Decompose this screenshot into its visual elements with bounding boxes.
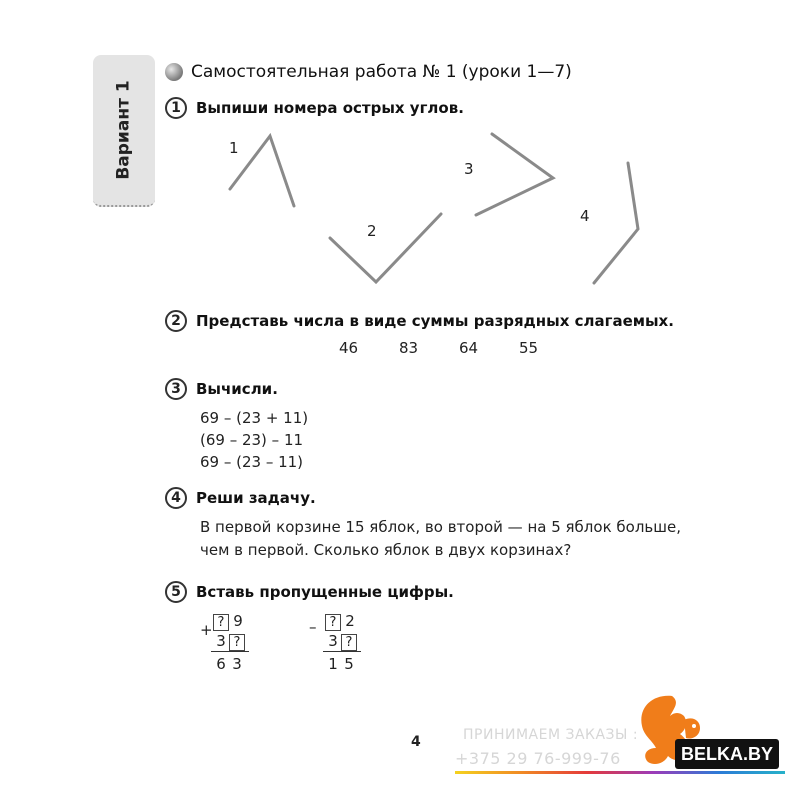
angle-2 — [330, 214, 441, 282]
number-item: 83 — [399, 339, 419, 357]
task-5-text: Вставь пропущенные цифры. — [196, 583, 454, 601]
task-1-number: 1 — [165, 97, 187, 119]
subtraction-row-1 — [325, 612, 358, 631]
addition-row-2 — [213, 632, 246, 651]
task-5-header — [165, 580, 454, 604]
subtraction-row-2 — [325, 632, 358, 651]
expression-2: (69 – 23) – 11 — [200, 431, 304, 449]
angle-label-4: 4 — [580, 207, 590, 225]
addition-result — [213, 655, 245, 673]
number-item: 46 — [339, 339, 359, 357]
missing-digit-box[interactable]: ? — [325, 614, 341, 631]
missing-digit-box[interactable]: ? — [341, 634, 357, 651]
subtraction-result — [325, 655, 357, 673]
digit: 9 — [233, 612, 243, 630]
task-3-number: 3 — [165, 378, 187, 400]
digit: 3 — [328, 632, 338, 650]
page-number: 4 — [411, 734, 421, 750]
task-3-header — [165, 377, 278, 401]
task-4-text: Реши задачу. — [196, 489, 316, 507]
problem-line-2: чем в первой. Сколько яблок в двух корзинах? — [200, 541, 572, 559]
plus-sign: + — [200, 621, 213, 639]
task-4-header — [165, 486, 316, 510]
minus-sign: – — [309, 618, 317, 636]
digit: 3 — [232, 655, 242, 673]
task-4-number: 4 — [165, 487, 187, 509]
addition-row-1 — [213, 612, 246, 631]
problem-line-1: В первой корзине 15 яблок, во второй — на 5 яблок больше, — [200, 518, 681, 536]
missing-digit-box[interactable]: ? — [213, 614, 229, 631]
task-3-text: Вычисли. — [196, 380, 278, 398]
order-phone: +375 29 76-999-76 — [455, 749, 621, 768]
logo-text: BELKA.BY — [680, 743, 773, 764]
digit: 3 — [216, 632, 226, 650]
task-1-text: Выпиши номера острых углов. — [196, 99, 464, 117]
missing-digit-box[interactable]: ? — [229, 634, 245, 651]
work-title-text: Самостоятельная работа № 1 (уроки 1—7) — [191, 62, 572, 82]
expression-3: 69 – (23 – 11) — [200, 453, 304, 471]
angle-label-3: 3 — [464, 160, 474, 178]
angle-label-1: 1 — [229, 139, 239, 157]
rainbow-stripe — [455, 771, 785, 774]
task-2-text: Представь числа в виде суммы разрядных слагаемых. — [196, 312, 674, 330]
number-item: 64 — [459, 339, 479, 357]
number-list — [339, 339, 557, 357]
expression-1: 69 – (23 + 11) — [200, 409, 309, 427]
angle-3 — [476, 134, 553, 215]
number-item: 55 — [519, 339, 539, 357]
digit: 5 — [344, 655, 354, 673]
digit: 2 — [345, 612, 355, 630]
subtraction-line — [323, 651, 361, 652]
angle-1 — [230, 136, 294, 206]
task-2-header — [165, 309, 674, 333]
variant-label: Вариант 1 — [114, 80, 135, 180]
logo-badge[interactable] — [675, 739, 779, 769]
digit: 6 — [216, 655, 226, 673]
task-5-number: 5 — [165, 581, 187, 603]
angle-4 — [594, 163, 638, 283]
task-2-number: 2 — [165, 310, 187, 332]
addition-line — [211, 651, 249, 652]
angle-label-2: 2 — [367, 222, 377, 240]
order-label: ПРИНИМАЕМ ЗАКАЗЫ : — [463, 727, 639, 743]
digit: 1 — [328, 655, 338, 673]
